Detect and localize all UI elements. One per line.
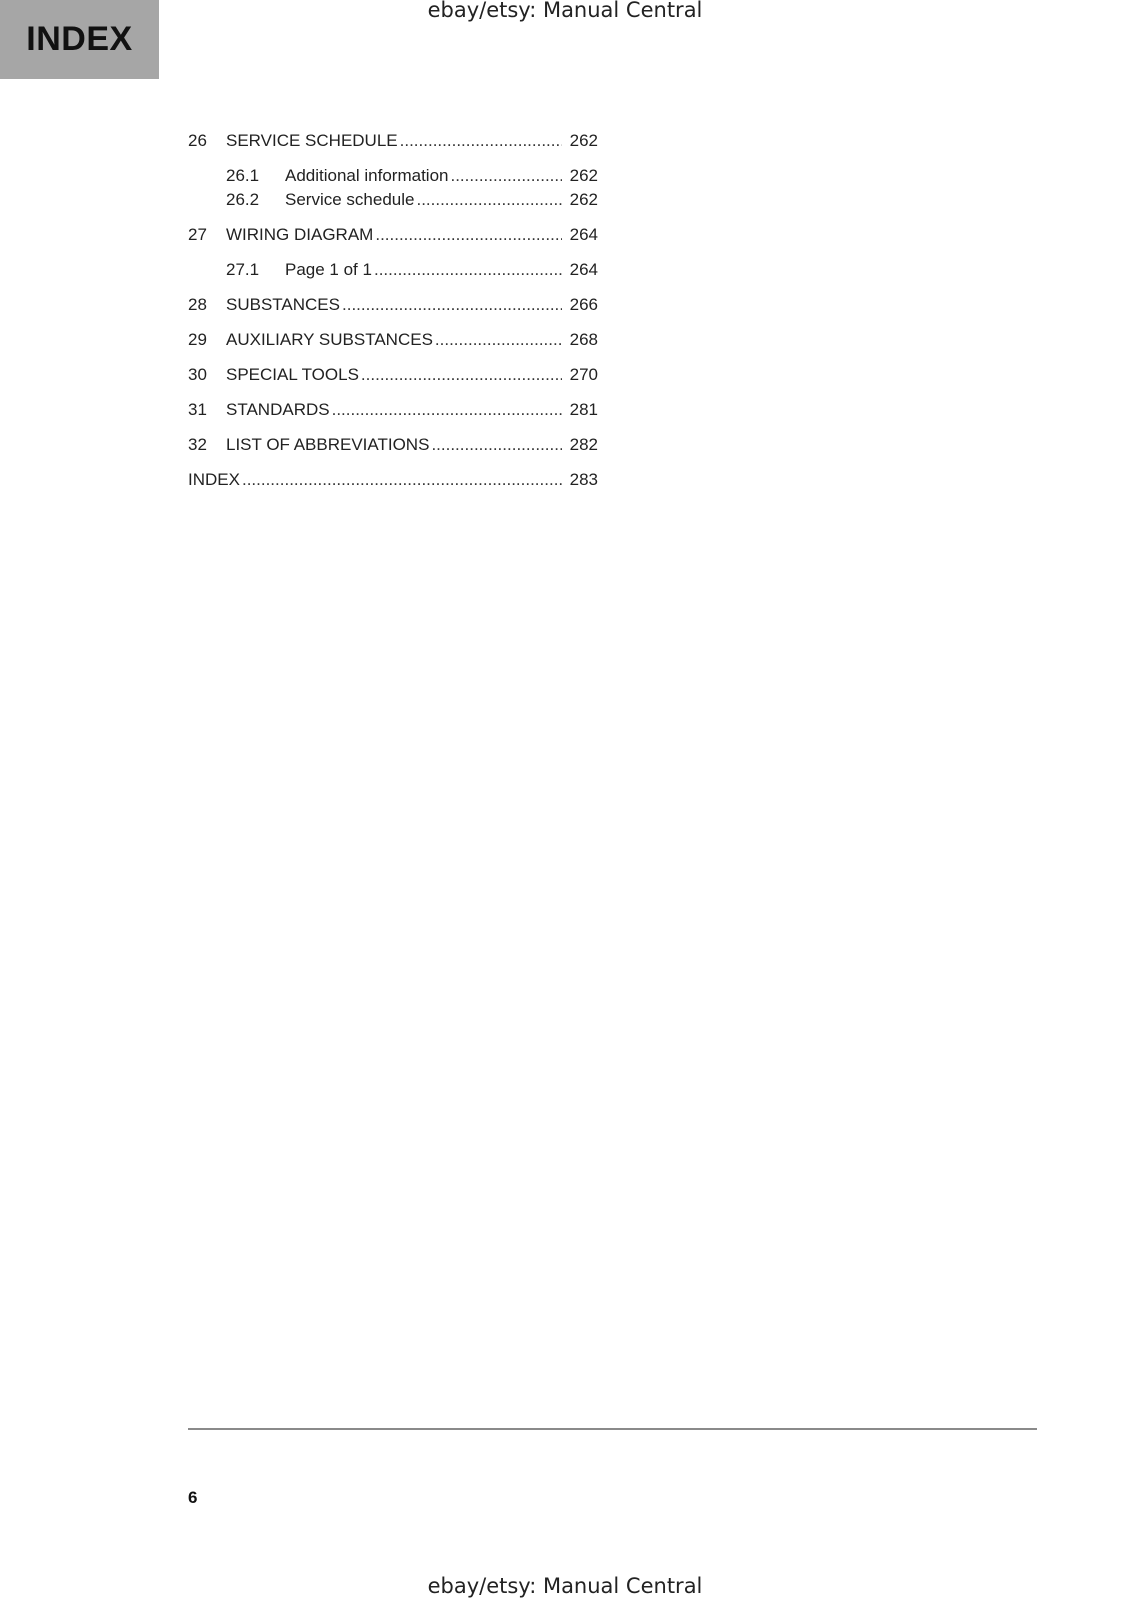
toc-entry[interactable] xyxy=(226,259,598,281)
toc-entry[interactable] xyxy=(188,294,598,316)
footer-divider xyxy=(188,1428,1037,1430)
toc-entry-number: 28 xyxy=(188,295,207,314)
toc-dot-leader xyxy=(450,165,562,187)
toc-entry-page: 264 xyxy=(569,260,598,279)
toc-entry-page: 282 xyxy=(569,435,598,454)
page-number: 6 xyxy=(188,1488,198,1507)
toc-entry-number: 26 xyxy=(188,131,207,150)
toc-entry-page: 266 xyxy=(569,295,598,314)
toc-entry[interactable] xyxy=(188,434,598,456)
toc-entry-page: 264 xyxy=(569,225,598,244)
toc-dot-leader xyxy=(416,189,562,211)
toc-dot-leader xyxy=(374,259,562,281)
toc-entry-number: 26.2 xyxy=(226,190,260,209)
toc-entry-number: 26.1 xyxy=(226,166,260,185)
toc-entry[interactable] xyxy=(188,130,598,152)
toc-entry-title: SERVICE SCHEDULE xyxy=(226,131,398,150)
toc-entry-title: SUBSTANCES xyxy=(226,295,340,314)
toc-entry-title: WIRING DIAGRAM xyxy=(226,225,374,244)
toc-entry-page: 262 xyxy=(569,166,598,185)
toc-entry-title: STANDARDS xyxy=(226,400,330,419)
toc-entry[interactable] xyxy=(188,469,598,491)
toc-entry-page: 281 xyxy=(569,400,598,419)
toc-entry-page: 262 xyxy=(569,190,598,209)
toc-dot-leader xyxy=(361,364,562,386)
toc-entry-number: 29 xyxy=(188,330,207,349)
toc-entry-title: Additional information xyxy=(285,166,449,185)
toc-dot-leader xyxy=(431,434,562,456)
toc-entry-number: 27 xyxy=(188,225,207,244)
toc-entry[interactable] xyxy=(226,165,598,187)
toc-entry[interactable] xyxy=(226,189,598,211)
toc-dot-leader xyxy=(242,469,562,491)
toc-entry-title: AUXILIARY SUBSTANCES xyxy=(226,330,433,349)
toc-entry-page: 262 xyxy=(569,131,598,150)
toc-entry-title: Service schedule xyxy=(285,190,415,209)
toc-entry[interactable] xyxy=(188,364,598,386)
toc-dot-leader xyxy=(375,224,562,246)
toc-entry-page: 270 xyxy=(569,365,598,384)
watermark-top: ebay/etsy: Manual Central xyxy=(427,0,703,22)
toc-entry-page: 283 xyxy=(569,470,598,489)
toc-entry-title: SPECIAL TOOLS xyxy=(226,365,359,384)
toc-dot-leader xyxy=(435,329,562,351)
toc-dot-leader xyxy=(400,130,562,152)
toc-entry-page: 268 xyxy=(569,330,598,349)
toc-entry-number: 31 xyxy=(188,400,207,419)
toc-entry-number: 32 xyxy=(188,435,207,454)
toc-entry-title: INDEX xyxy=(188,470,240,489)
toc-entry[interactable] xyxy=(188,329,598,351)
toc-entry[interactable] xyxy=(188,399,598,421)
section-tab-label: INDEX xyxy=(26,20,133,58)
toc-entry-title: Page 1 of 1 xyxy=(285,260,372,279)
toc-entry[interactable] xyxy=(188,224,598,246)
toc-entry-title: LIST OF ABBREVIATIONS xyxy=(226,435,430,454)
toc-entry-number: 30 xyxy=(188,365,207,384)
watermark-bottom: ebay/etsy: Manual Central xyxy=(427,1574,703,1598)
toc-dot-leader xyxy=(342,294,562,316)
toc-entry-number: 27.1 xyxy=(226,260,260,279)
toc-dot-leader xyxy=(332,399,562,421)
